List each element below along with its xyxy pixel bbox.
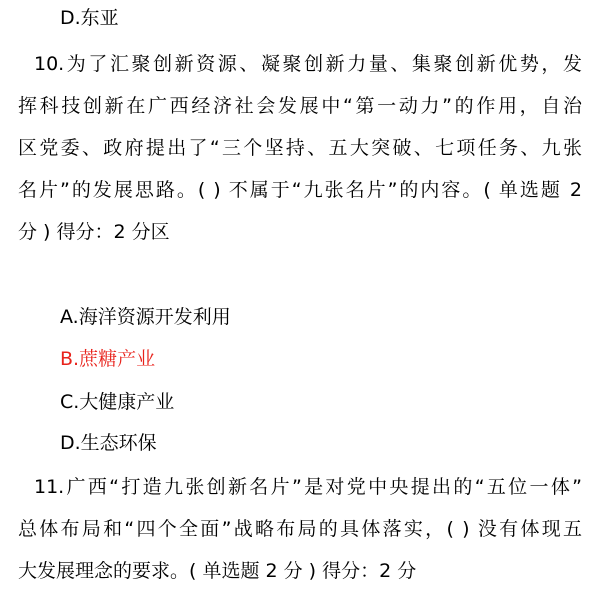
question-10-line-2: 挥科技创新在广西经济社会发展中“第一动力”的作用，自治 <box>18 95 582 117</box>
question-11-line-3: 大发展理念的要求。( 单选题 2 分 ) 得分：2 分 <box>18 560 417 582</box>
question-10-option-d[interactable]: D.生态环保 <box>60 432 157 454</box>
question-10-line-3: 区党委、政府提出了“三个坚持、五大突破、七项任务、九张 <box>18 137 582 159</box>
question-11-line-2: 总体布局和“四个全面”战略布局的具体落实，( ) 没有体现五 <box>18 518 582 540</box>
question-10-line-5: 分 ) 得分：2 分区 <box>18 221 170 243</box>
question-10-line-4: 名片”的发展思路。( ) 不属于“九张名片”的内容。( 单选题 2 <box>18 179 582 201</box>
question-10-line-1: 10.为了汇聚创新资源、凝聚创新力量、集聚创新优势，发 <box>34 53 582 75</box>
question-11-line-1: 11.广西“打造九张创新名片”是对党中央提出的“五位一体” <box>34 476 582 498</box>
question-10-option-c[interactable]: C.大健康产业 <box>60 391 175 413</box>
prev-question-option-d: D.东亚 <box>60 7 119 29</box>
question-10-option-b[interactable]: B.蔗糖产业 <box>60 348 156 370</box>
question-10-option-a[interactable]: A.海洋资源开发利用 <box>60 306 231 328</box>
